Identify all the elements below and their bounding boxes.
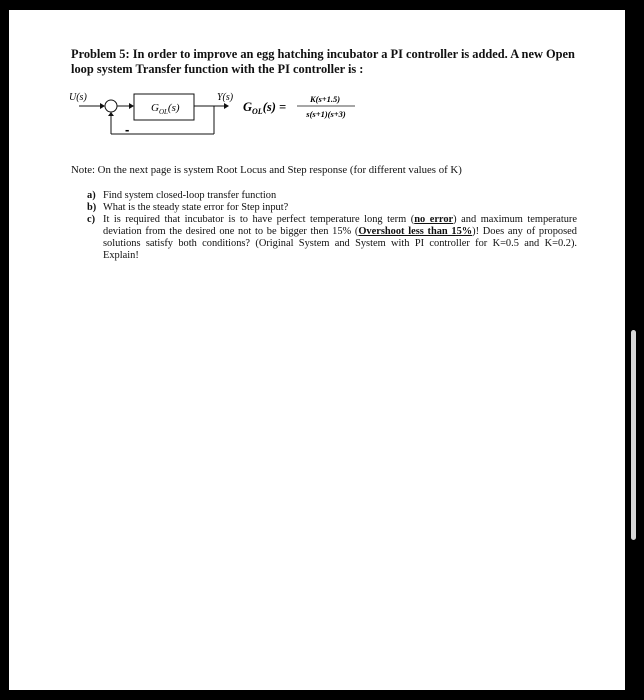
- problem-statement: Problem 5: In order to improve an egg hatching incubator a PI controller is added. A new Open loop system Transfer function with the PI controller is :: [71, 47, 575, 76]
- svg-text:GOL(s): $G_{OL}(s)$: [151, 102, 180, 116]
- tf-lhs: $G_{OL}(s)$ =: [243, 100, 287, 116]
- question-c-label: c): [87, 214, 96, 225]
- question-c-text: It is required that incubator is to have perfect temperature long term (no error) and maximum temperature deviation from the desired one not to be bigger then 15% (Overshoot less than 15%)! Does any of proposed solutions satisfy both conditions? (Original System and System with PI controller for K=0.5 and K=0.2). Explain!: [103, 214, 577, 261]
- question-a: [87, 190, 577, 202]
- output-label: Y(s): [217, 92, 234, 103]
- question-b-label: b): [87, 202, 97, 213]
- note-text: Note: On the next page is system Root Locus and Step response (for different values of K): [71, 164, 462, 176]
- emphasis-overshoot: Overshoot less than 15%: [358, 226, 473, 237]
- question-b: [87, 202, 577, 214]
- tf-denominator: s(s+1)(s+3): [306, 109, 346, 119]
- question-b-text: What is the steady state error for Step input?: [103, 202, 289, 213]
- tf-numerator: K(s+1.5): [309, 94, 341, 104]
- emphasis-no-error: no error: [414, 214, 454, 225]
- feedback-sign: -: [125, 122, 130, 137]
- question-a-label: a): [87, 190, 96, 201]
- summing-junction: [105, 100, 117, 112]
- scrollbar[interactable]: [631, 330, 636, 540]
- transfer-block: [134, 94, 194, 120]
- input-label: U(s): [69, 92, 87, 103]
- question-a-text: Find system closed-loop transfer function: [103, 190, 277, 201]
- block-diagram: [67, 86, 587, 142]
- question-list: [87, 190, 577, 262]
- question-c: [87, 214, 577, 262]
- document-page: [9, 10, 625, 690]
